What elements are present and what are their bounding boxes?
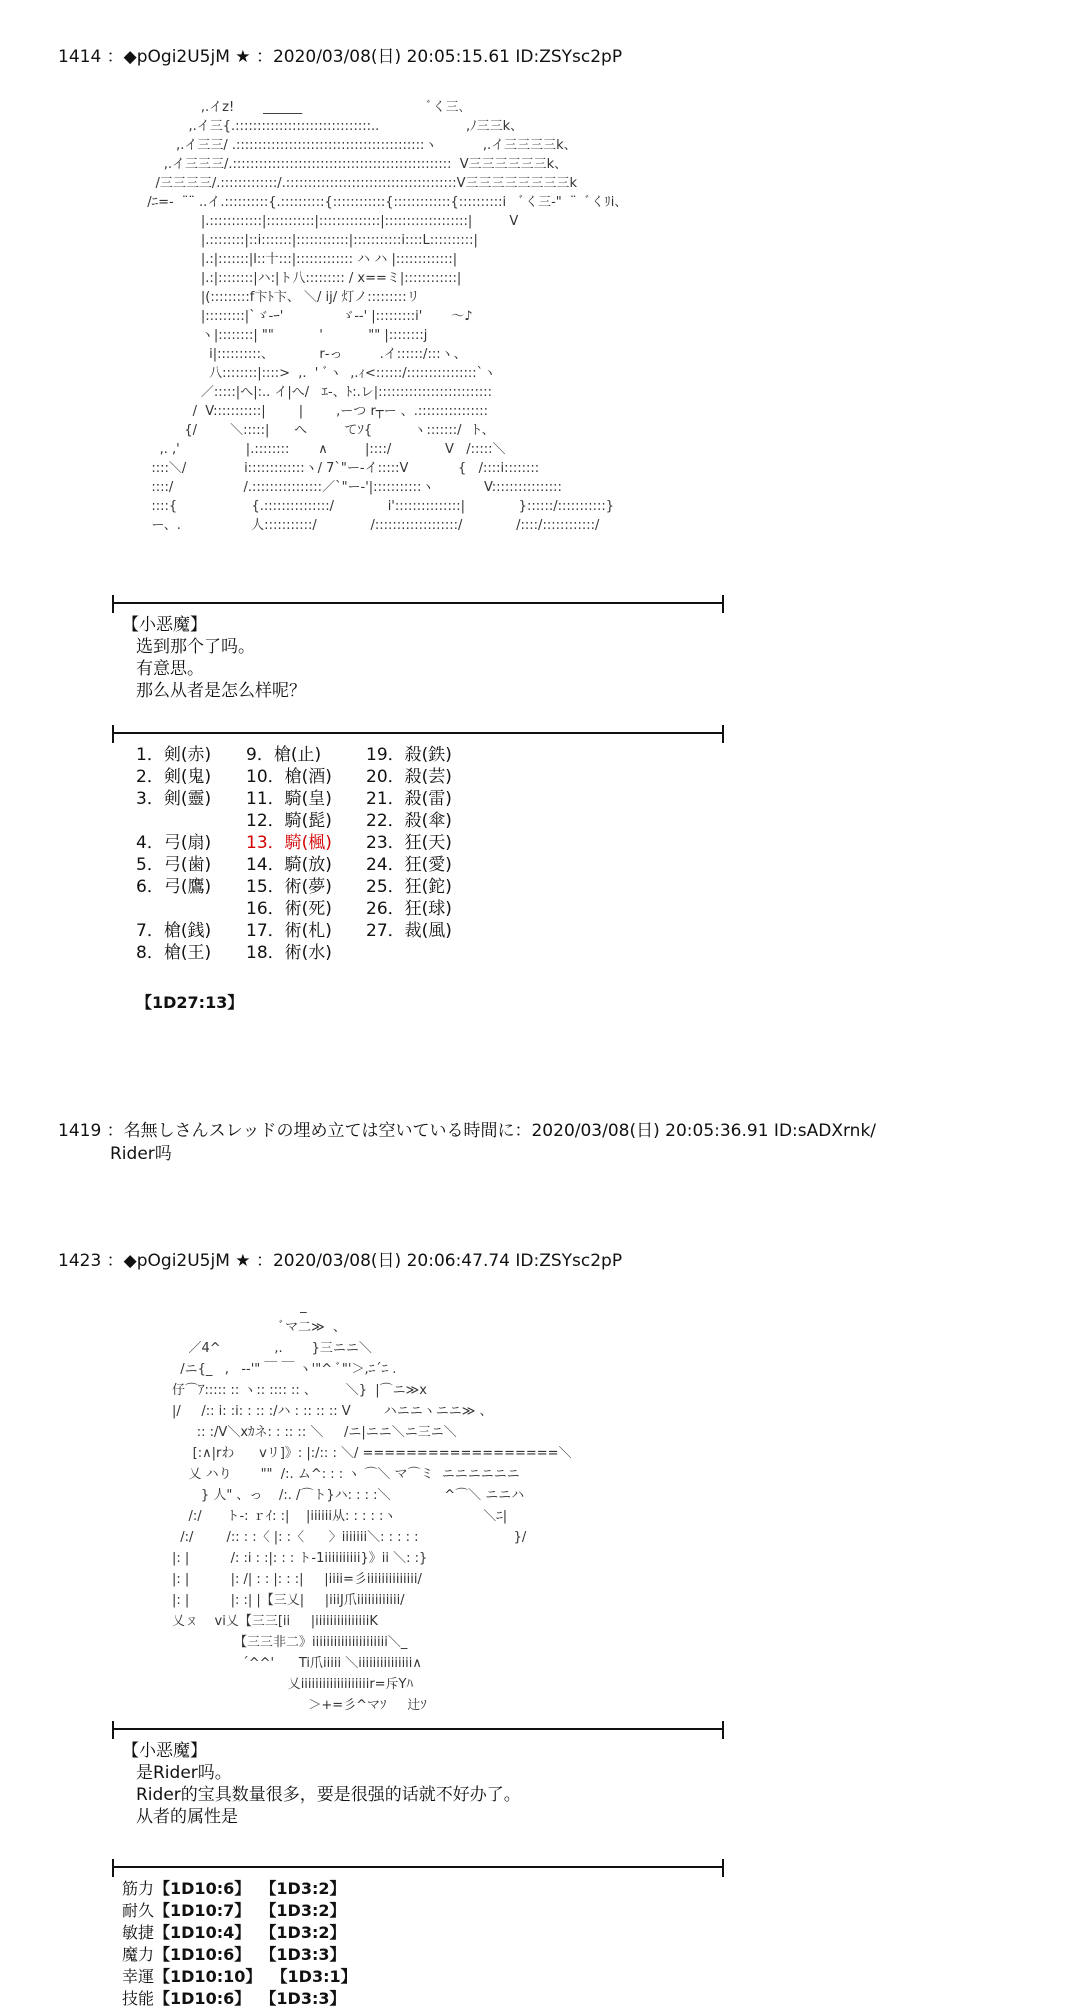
dialogue-line: 有意思。 — [136, 659, 204, 679]
servant-entry: 17．術(札) — [246, 921, 332, 941]
dialogue-line: 是Rider吗。 — [136, 1763, 232, 1783]
divider — [112, 732, 724, 734]
servant-entry: 7．槍(銭) — [136, 921, 212, 941]
stat-d10: 【1D10:10】 — [154, 1967, 262, 1986]
stat-row — [122, 1944, 357, 1966]
stat-name: 幸運 — [122, 1967, 155, 1986]
servant-entry — [136, 898, 211, 920]
servant-entry: 21．殺(雷) — [366, 789, 452, 809]
stat-row — [122, 1900, 357, 1922]
dialogue-line: 那么从者是怎么样呢？ — [136, 681, 306, 701]
stat-d3: 【1D3:2】 — [260, 1879, 346, 1898]
ascii-art-koakuma: ,.イz! ______ ﾞく三､ ,.イ三{.:::::::::::::::::::::::::::::::.. ,ﾉ三三k、 ,.イ三三/ .:::::::::::::::::::::::::::::::::::::::::::ヽ ,.イ三三三三k、 ,.イ三三三/.:::::::::::::::::::::::::::::::::::::::::::::::::: V三三三三三三k、 /三三三三/.:::::::::::::/.:::::::::::::::::::::::::::::::::::::::V三三三三三三三三k /ﾆ=- ¨¨ ..イ.::::::::::{.::::::::::{::::::::::::{:::::::::::::{::::::::::i ﾞく三-" ¨ ﾞくﾘi、 |.::::::::::::|:::::::::::|::::::::::::::|:::::::::::::::::::| V |.::::::::|::i:::::::|::::::::::::|:::::::::::i::::L::::::::::| |.:|:::::::|l::十:::|::::::::::::: ハ ハ |:::::::::::::| |.:|::::::::|ハ:|ト八::::::::: / x==ミ|::::::::::::| |(:::::::::f卞ﾄ卞、 ＼/ ij/ 灯ノ:::::::::リ |:::::::::|`ゞ-ｰ' ゞ-‐' |:::::::::i' ～♪ ヽ|::::::::| "" ' "" |::::::::j i|::::::::::、 r‐っ .イ::::::/:::ヽ、 八::::::::|::::> ,. ' ﾞヽ ,.ｨ<::::::/::::::::::::::::`ヽ ／:::::|へ|:.. イ|へ/ ｴ‐、ﾄ:.レ|:::::::::::::::::::::::::: / V:::::::::::| | ,ーつ r┬ー 、.:::::::::::::::: {/ ＼:::::| へ てｿ{ ヽ:::::::/ ト、 ,. ,' |.:::::::: ∧ |::::/ V /:::::＼ ::::＼/ i:::::::::::::ヽ/ 7`"ー-イ:::::V { /::::i:::::::: ::::/ /.::::::::::::::::／`"ー‐'|:::::::::::ヽ V:::::::::::::::: ::::{ {.:::::::::::::::/ i':::::::::::::::| }::::::/:::::::::::} ー、. 人:::::::::::/ /:::::::::::::::::::/ /::::/::::::::::::/ — [147, 100, 628, 533]
stat-d3: 【1D3:2】 — [260, 1901, 346, 1920]
servant-entry: 15．術(夢) — [246, 877, 332, 897]
servant-column-3 — [366, 744, 452, 964]
stat-d10: 【1D10:7】 — [154, 1901, 251, 1920]
servant-entry: 16．術(死) — [246, 899, 332, 919]
servant-entry: 1．剣(赤) — [136, 745, 212, 765]
servant-entry: 22．殺(傘) — [366, 811, 452, 831]
post-header: 1423 ：◆pOgi2U5jM ★ ：2020/03/08(日) 20:06:47.74 ID:ZSYsc2pP — [58, 1251, 623, 1271]
stat-row — [122, 1878, 357, 1900]
stat-d10: 【1D10:4】 — [154, 1923, 251, 1942]
divider — [112, 1728, 724, 1730]
stat-d3: 【1D3:1】 — [271, 1967, 357, 1986]
servant-entry: 9．槍(止) — [246, 745, 322, 765]
servant-entry: 5．弓(歯) — [136, 855, 212, 875]
servant-column-1 — [136, 744, 211, 964]
post-header: 1414 ：◆pOgi2U5jM ★ ：2020/03/08(日) 20:05:15.61 ID:ZSYsc2pP — [58, 47, 623, 67]
servant-entry: 2．剣(鬼) — [136, 767, 212, 787]
stat-d3: 【1D3:2】 — [260, 1923, 346, 1942]
servant-entry: 12．騎(髭) — [246, 811, 332, 831]
divider — [112, 602, 724, 604]
dialogue-line: 选到那个了吗。 — [136, 637, 255, 657]
dialogue-block — [122, 614, 306, 702]
servant-entry: 10．槍(酒) — [246, 767, 332, 787]
servant-entry: 23．狂(天) — [366, 833, 452, 853]
servant-entry: 27．裁(風) — [366, 921, 452, 941]
stat-d3: 【1D3:3】 — [260, 1945, 346, 1964]
servant-entry: 11．騎(皇) — [246, 789, 332, 809]
dialogue-line: 从者的属性是 — [136, 1807, 238, 1827]
stat-name: 技能 — [122, 1989, 155, 2008]
servant-table — [136, 744, 536, 964]
stat-row — [122, 1922, 357, 1944]
dice-result: 【1D27:13】 — [136, 993, 244, 1012]
servant-entry: 25．狂(鉈) — [366, 877, 452, 897]
stat-row — [122, 1966, 357, 1988]
servant-entry: 18．術(水) — [246, 943, 332, 963]
stat-d10: 【1D10:6】 — [154, 1945, 251, 1964]
stat-d10: 【1D10:6】 — [154, 1989, 251, 2008]
servant-column-2 — [246, 744, 332, 964]
stat-name: 筋力 — [122, 1879, 155, 1898]
servant-entry: 3．剣(靈) — [136, 789, 212, 809]
servant-entry — [366, 942, 452, 964]
speaker-name: 【小恶魔】 — [122, 1741, 207, 1761]
servant-entry-selected: 13．騎(楓) — [246, 833, 332, 853]
servant-entry: 14．騎(放) — [246, 855, 332, 875]
servant-entry: 6．弓(鷹) — [136, 877, 212, 897]
speaker-name: 【小恶魔】 — [122, 615, 207, 635]
stat-name: 敏捷 — [122, 1923, 155, 1942]
servant-entry: 24．狂(愛) — [366, 855, 452, 875]
ascii-art-rider: _ ﾞマ二≫ 、 ／4^ ,. }三ニニ＼ /ニ{_ , -‐'" ￣ ￣ ヽ'"^ ﾞ"'＞,ﾆ´ﾆ . 仔⌒ｱ::::: :: ヽ:: :::: :: 、 ＼} |⌒ニ≫x |/ /:: i: :i: : :: :/ハ : :: :: :: V ハニニヽニニ≫ 、 :: :/V＼xｶネ: : :: :: ＼ /ニ|ニニ＼ニ三ニ＼ [:∧|rわ vリ]》: |:/:: : ＼/ ==================＼ 乂 ハり "" /:. ム^: : : ヽ ⌒＼ マ⌒ミ ニニニニニニ } 人" 、っ /:. /⌒ト}ハ: : : :＼ ^⌒＼ ニニハ /:/ ト-: ｒｲ: :| |iiiiii从: : : : :ヽ ＼ﾆ| /:/ /:: : :〈 |: :〈 〉iiiiiii＼: : : : : }/ |: | /: :i : :|: : : ト-1iiiiiiiiii}》ii ＼: :} |: | |: /| : : |: : :| |iiii=彡iiiiiiiiiiiiii/ |: | |: :| |【三乂| |iiiJ爪iiiiiiiiiiii/ 乂ㄡ vi乂【三三[ii |iiiiiiiiiiiiiiiK 【三三非二》iiiiiiiiiiiiiiiiiiiii＼_ ´^^' Ti爪iiiii ＼iiiiiiiiiiiiiii∧ 乂iiiiiiiiiiiiiiiiiiir=斥Yﾊ ＞+=彡^マｿ 辻ｿ — [171, 1299, 572, 1713]
servant-entry: 20．殺(芸) — [366, 767, 452, 787]
divider — [112, 1866, 724, 1868]
servant-entry: 4．弓(扇) — [136, 833, 212, 853]
servant-entry: 19．殺(鉄) — [366, 745, 452, 765]
servant-entry — [136, 810, 211, 832]
stat-row — [122, 1988, 357, 2010]
stat-name: 耐久 — [122, 1901, 155, 1920]
dialogue-block — [122, 1740, 521, 1828]
stat-d10: 【1D10:6】 — [154, 1879, 251, 1898]
post-header: 1419 ：名無しさんスレッドの埋め立ては空いている時間に：2020/03/08(日) 20:05:36.91 ID:sADXrnk/ — [58, 1121, 877, 1141]
dialogue-line: Rider的宝具数量很多，要是很强的话就不好办了。 — [136, 1785, 521, 1805]
post-body: Rider吗 — [110, 1144, 172, 1164]
servant-entry: 8．槍(王) — [136, 943, 212, 963]
stat-d3: 【1D3:3】 — [260, 1989, 346, 2008]
stats-block — [122, 1878, 357, 2010]
stat-name: 魔力 — [122, 1945, 155, 1964]
servant-entry: 26．狂(球) — [366, 899, 452, 919]
